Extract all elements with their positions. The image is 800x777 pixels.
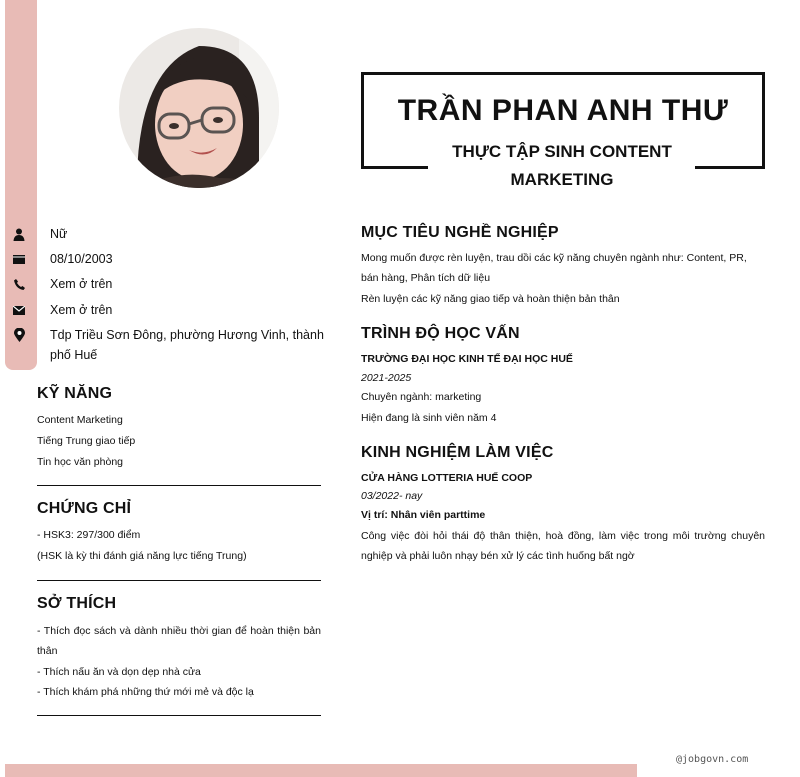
divider	[37, 580, 321, 581]
company-name: CỬA HÀNG LOTTERIA HUẾ COOP	[361, 472, 533, 484]
name-frame-bottom-right	[695, 166, 762, 169]
job-title: THỰC TẬP SINH CONTENT MARKETING	[452, 142, 672, 189]
hobby-item: - Thích nấu ăn và dọn dẹp nhà cửa	[37, 666, 201, 678]
calendar-icon	[12, 252, 26, 266]
objective-item: Rèn luyện các kỹ năng giao tiếp và hoàn thiện bản thân	[361, 293, 620, 305]
skill-item: Content Marketing	[37, 414, 123, 426]
divider	[37, 485, 321, 486]
education-status: Hiện đang là sinh viên năm 4	[361, 412, 497, 424]
birthday-text: 08/10/2003	[50, 252, 113, 266]
location-icon	[12, 328, 26, 342]
education-major: Chuyên ngành: marketing	[361, 391, 482, 403]
gender-text: Nữ	[50, 227, 68, 241]
education-period: 2021-2025	[361, 372, 412, 384]
mail-icon	[12, 303, 26, 317]
skill-item: Tin học văn phòng	[37, 456, 124, 468]
name-frame-bottom-left	[361, 166, 428, 169]
full-name: TRẦN PHAN ANH THƯ	[397, 94, 729, 127]
school-name: TRƯỜNG ĐẠI HỌC KINH TẾ ĐẠI HỌC HUẾ	[361, 353, 573, 365]
hobby-item: - Thích đọc sách và dành nhiều thời gian để hoàn thiện bản thân	[37, 625, 321, 657]
certificates-title: CHỨNG CHỈ	[37, 500, 132, 517]
phone-text: Xem ở trên	[50, 277, 113, 291]
phone-icon	[12, 277, 26, 291]
experience-title: KINH NGHIỆM LÀM VIỆC	[361, 444, 554, 461]
experience-description: Công việc đòi hỏi thái độ thân thiện, hoà đồng, làm việc trong môi trường chuyên nghiệp và phải luôn nhạy bén xử lý các tình huống bất ngờ	[361, 530, 765, 562]
bottom-accent-bar	[5, 764, 637, 777]
hobby-item: - Thích khám phá những thứ mới mẻ và độc lạ	[37, 686, 254, 698]
skills-title: KỸ NĂNG	[37, 385, 113, 402]
person-icon	[12, 227, 26, 241]
objective-title: MỤC TIÊU NGHỀ NGHIỆP	[361, 224, 559, 241]
skill-item: Tiếng Trung giao tiếp	[37, 435, 136, 447]
divider	[37, 715, 321, 716]
objective-item: Mong muốn được rèn luyện, trau dồi các kỹ năng chuyên ngành như: Content, PR, bán hàng, Phân tích dữ liệu	[361, 252, 747, 284]
address-text: Tdp Triều Sơn Đông, phường Hương Vinh, thành phố Huế	[50, 328, 324, 362]
experience-period: 03/2022- nay	[361, 490, 423, 502]
certificate-note: (HSK là kỳ thi đánh giá năng lực tiếng Trung)	[37, 550, 247, 562]
education-title: TRÌNH ĐỘ HỌC VẤN	[361, 325, 520, 342]
watermark: @jobgovn.com	[676, 754, 749, 765]
experience-position: Vị trí: Nhân viên parttime	[361, 509, 486, 521]
email-text: Xem ở trên	[50, 303, 113, 317]
certificate-item: - HSK3: 297/300 điểm	[37, 529, 141, 541]
hobbies-title: SỞ THÍCH	[37, 595, 117, 612]
avatar	[119, 28, 279, 188]
